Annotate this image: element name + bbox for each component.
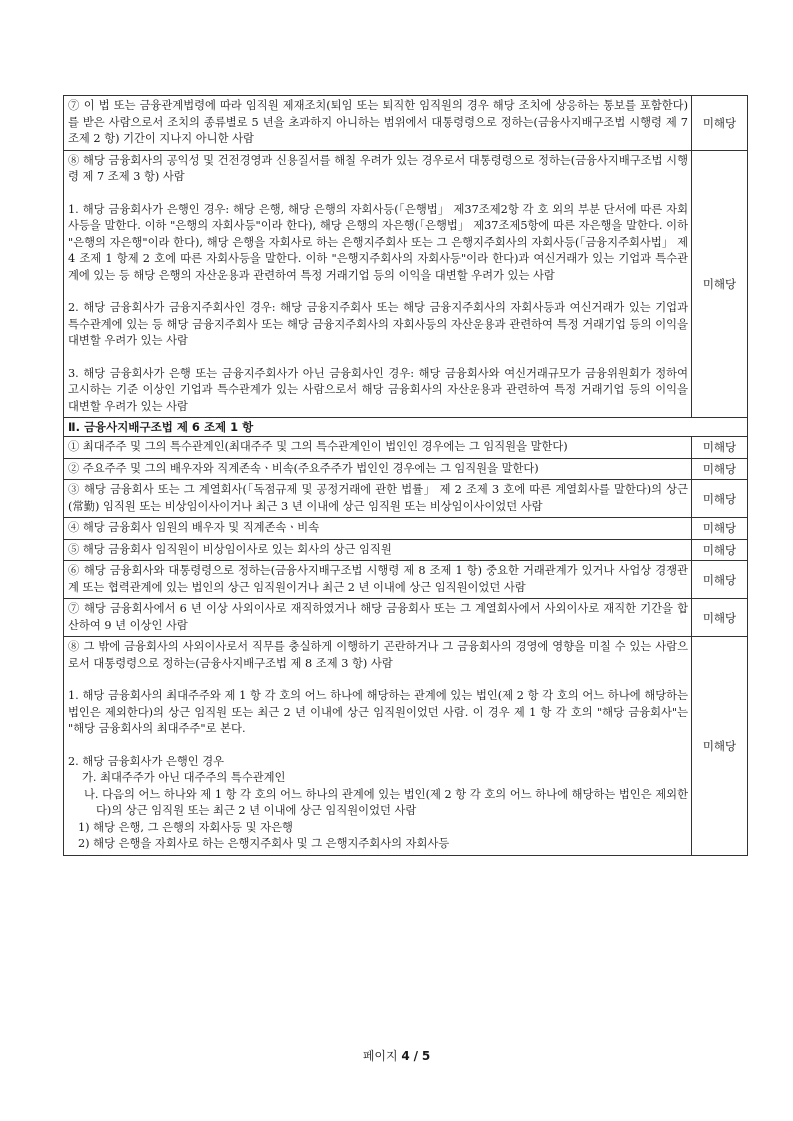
- table-row: [64, 518, 748, 540]
- page-separator: /: [413, 1049, 418, 1063]
- table-row: [64, 561, 748, 599]
- paragraph: ③ 해당 금융회사 또는 그 계열회사(「독점규제 및 공정거래에 관한 법률」 제 2 조제 3 호에 따른 계열회사를 말한다)의 상근(常勤) 임직원 또는 비상임이사이거나 최근 3 년 이내에 상근 임직원 또는 비상임이사이었던 사람: [68, 483, 688, 513]
- table-row: [64, 150, 748, 418]
- paragraph: ② 주요주주 및 그의 배우자와 직계존속ㆍ비속(주요주주가 법인인 경우에는 그 임직원을 말한다): [68, 461, 539, 475]
- disqualification-table: [63, 95, 748, 856]
- sub-item: 나. 다음의 어느 하나와 제 1 항 각 호의 어느 하나의 관계에 있는 법인(제 2 항 각 호의 어느 하나에 해당하는 법인은 제외한다)의 상근 임직원 또는 최근 2 년 이내에 상근 임직원이었던 사람: [84, 787, 688, 817]
- status-mark: 미해당: [692, 458, 748, 480]
- row-content: [64, 599, 692, 637]
- table-row: [64, 480, 748, 518]
- table-row: [64, 539, 748, 561]
- paragraph: ⑤ 해당 금융회사 임직원이 비상임이사로 있는 회사의 상근 임직원: [68, 542, 392, 556]
- status-mark: 미해당: [692, 437, 748, 459]
- status-mark: 미해당: [692, 539, 748, 561]
- row-content: [64, 480, 692, 518]
- table-row: [64, 599, 748, 637]
- row-content: [64, 458, 692, 480]
- sub-item: 가. 최대주주가 아닌 대주주의 특수관계인: [82, 771, 286, 784]
- row-content: [64, 96, 692, 151]
- paragraph: ⑧ 그 밖에 금융회사의 사외이사로서 직무를 충실하게 이행하기 곤란하거나 그 금융회사의 경영에 영향을 미칠 수 있는 사람으로서 대통령령으로 정하는(금융사지배구조법 제 8 조제 3 항) 사람: [68, 640, 688, 670]
- status-mark: 미해당: [692, 599, 748, 637]
- page-label: 페이지: [362, 1049, 398, 1063]
- page-footer: [0, 1047, 793, 1064]
- paragraph: ⑦ 이 법 또는 금융관계법령에 따라 임직원 제재조치(퇴임 또는 퇴직한 임직원의 경우 해당 조치에 상응하는 통보를 포함한다)를 받은 사람으로서 조치의 종류별로 5 년을 초과하지 아니하는 범위에서 대통령령으로 정하는(금융사지배구조법 시행령 제 7 조제 2 항) 기간이 지나지 아니한 사람: [68, 99, 688, 145]
- row-content: [64, 150, 692, 418]
- paragraph: ⑥ 해당 금융회사와 대통령령으로 정하는(금융사지배구조법 시행령 제 8 조제 1 항) 중요한 거래관계가 있거나 사업상 경쟁관계 또는 협력관계에 있는 법인의 상근 임직원이거나 최근 2 년 이내에 상근 임직원이었던 사람: [68, 564, 688, 594]
- table-row: [64, 96, 748, 151]
- row-content: [64, 561, 692, 599]
- section-title: Ⅱ. 금융사지배구조법 제 6 조제 1 항: [64, 418, 748, 437]
- paragraph: ④ 해당 금융회사 임원의 배우자 및 직계존속ㆍ비속: [68, 521, 320, 534]
- status-mark: 미해당: [692, 561, 748, 599]
- page-current: 4: [401, 1049, 410, 1063]
- paragraph: ⑦ 해당 금융회사에서 6 년 이상 사외이사로 재직하였거나 해당 금융회사 또는 그 계열회사에서 사외이사로 재직한 기간을 합산하여 9 년 이상인 사람: [68, 602, 688, 632]
- table-row: [64, 437, 748, 459]
- paragraph: 1. 해당 금융회사의 최대주주와 제 1 항 각 호의 어느 하나에 해당하는 관계에 있는 법인(제 2 항 각 호의 어느 하나에 해당하는 법인은 제외한다)의 상근 임직원 또는 최근 2 년 이내에 상근 임직원이었던 사람. 이 경우 제 1 항 각 호의 "해당 금융회사"는 "해당 금융회사의 최대주주"로 본다.: [68, 689, 688, 735]
- row-content: [64, 437, 692, 459]
- status-mark: 미해당: [692, 637, 748, 856]
- paragraph: 2. 해당 금융회사가 금융지주회사인 경우: 해당 금융지주회사 또는 해당 금융지주회사의 자회사등과 여신거래가 있는 기업과 특수관계에 있는 등 해당 금융지주회사 또는 해당 금융지주회사의 자회사등의 자산운용과 관련하여 특정 거래기업 등의 이익을 대변할 우려가 있는 사람: [68, 301, 688, 347]
- paragraph: 2. 해당 금융회사가 은행인 경우: [68, 754, 225, 768]
- section-header-row: [64, 418, 748, 437]
- sub-sub-item: 1) 해당 은행, 그 은행의 자회사등 및 자은행: [78, 820, 293, 834]
- status-mark: 미해당: [692, 518, 748, 540]
- table-row: [64, 637, 748, 856]
- row-content: [64, 637, 692, 856]
- sub-sub-item: 2) 해당 은행을 자회사로 하는 은행지주회사 및 그 은행지주회사의 자회사등: [78, 837, 450, 850]
- table-row: [64, 458, 748, 480]
- paragraph: 3. 해당 금융회사가 은행 또는 금융지주회사가 아닌 금융회사인 경우: 해당 금융회사와 여신거래규모가 금융위원회가 정하여 고시하는 기준 이상인 기업과 특수관계가 있는 사람으로서 해당 금융회사의 자산운용과 관련하여 특정 거래기업 등의 이익을 대변할 우려가 있는 사람: [68, 366, 688, 413]
- paragraph: ⑧ 해당 금융회사의 공익성 및 건전경영과 신용질서를 해칠 우려가 있는 경우로서 대통령령으로 정하는(금융사지배구조법 시행령 제 7 조제 3 항) 사람: [68, 153, 688, 183]
- page-total: 5: [421, 1049, 431, 1063]
- row-content: [64, 518, 692, 540]
- paragraph: ① 최대주주 및 그의 특수관계인(최대주주 및 그의 특수관계인이 법인인 경우에는 그 임직원을 말한다): [68, 440, 568, 453]
- status-mark: 미해당: [692, 150, 748, 418]
- paragraph: 1. 해당 금융회사가 은행인 경우: 해당 은행, 해당 은행의 자회사등(「은행법」 제37조제2항 각 호 외의 부분 단서에 따른 자회사등을 말한다. 이하 "은행의 자회사등"이라 한다), 해당 은행의 자은행(「은행법」 제37조제5항에 따른 자은행을 말한다. 이하 "은행의 자은행"이라 한다), 해당 은행을 자회사로 하는 은행지주회사 또는 그 은행지주회사의 자회사등(「금융지주회사법」 제 4 조제 1 항제 2 호에 따른 자회사등을 말한다. 이하 "은행지주회사의 자회사등"이라 한다)과 여신거래가 있는 기업과 특수관계에 있는 등 해당 은행의 자산운용과 관련하여 특정 거래기업 등의 이익을 대변할 우려가 있는 사람: [68, 202, 688, 282]
- status-mark: 미해당: [692, 480, 748, 518]
- row-content: [64, 539, 692, 561]
- status-mark: 미해당: [692, 96, 748, 151]
